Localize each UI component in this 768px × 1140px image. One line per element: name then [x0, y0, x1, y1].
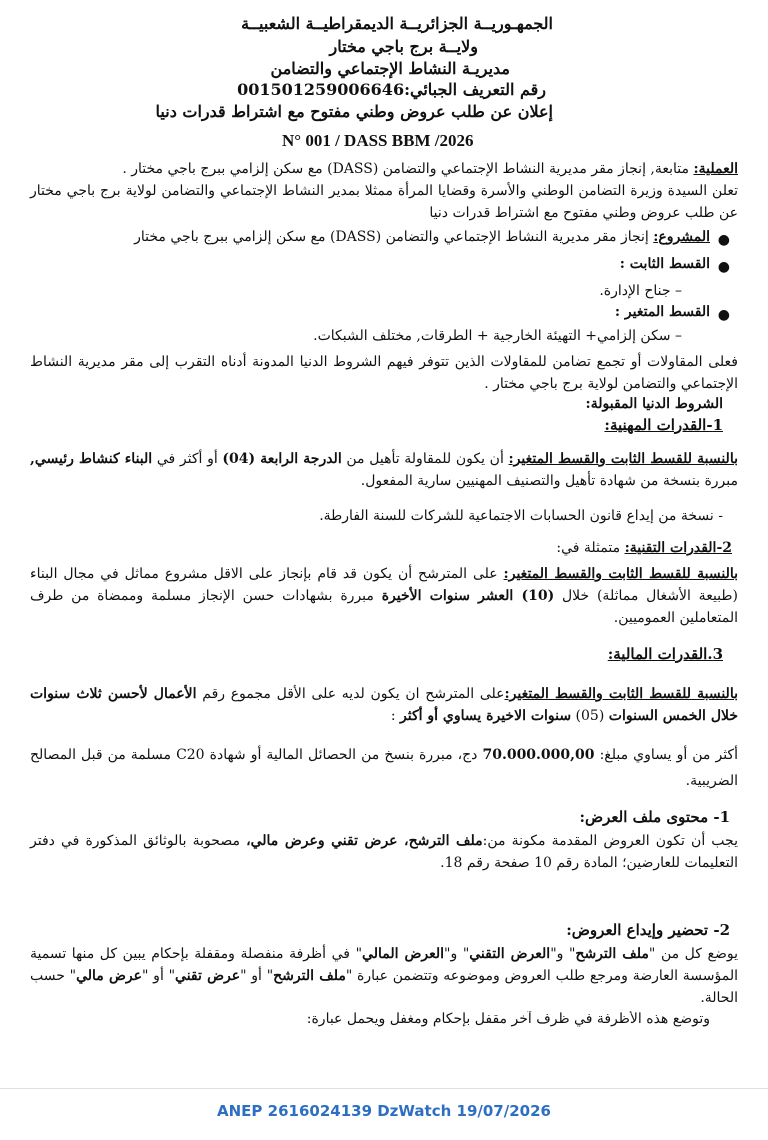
operation-announcement: تعلن السيدة وزيرة التضامن الوطني والأسرة وقضايا المرأة ممثلا بمدير النشاط الإجتماعي والتضامن لولاية برج باجي مختار عن طلب عروض وطني مفتوح مع اشتراط قدرات دنيا: [30, 183, 738, 221]
submission-text: " أو ": [240, 968, 274, 984]
technical-offer: العرض التقني: [469, 946, 551, 962]
submission-text: " في أظرفة منفصلة ومقفلة بإحكام يبين كل منها تسمية المؤسسة العارضة ومرجع طلب العروض وموضوعه وتتضمن عبارة ": [30, 946, 738, 984]
offer-content-title: 1- محتوى ملف العرض:: [579, 808, 730, 826]
offer-content-text: مصحوبة بالوثائق المذكورة في دفتر التعليمات للعارضين؛ المادة رقم 10 صفحة رقم 18.: [30, 833, 738, 871]
min-conditions-heading: الشروط الدنيا المقبولة:: [585, 396, 723, 412]
financial-best-years: الأعمال لأحسن ثلاث سنوات خلال الخمس السنوات: [30, 686, 738, 724]
bullet-icon: ●: [717, 259, 730, 275]
financial-offer: عرض مالي: [76, 968, 142, 984]
operation-label: العملية:: [693, 161, 738, 177]
professional-text: مبررة بنسخة من شهادة تأهيل والتصنيف المهنيين سارية المفعول.: [360, 473, 738, 489]
project-line: [30, 229, 710, 245]
submission-text: يوضع كل من ": [648, 946, 738, 962]
reference-number: N° 001 / DASS BBM /2026: [282, 131, 474, 150]
submission-text: " حسب الحالة.: [30, 968, 738, 1006]
technical-capacity-title: 2-القدرات التقنية:: [624, 540, 732, 556]
directorate-heading: مديريـة النشاط الإجتماعي والتضامن: [270, 59, 510, 78]
financial-paragraph: [30, 683, 738, 727]
bullet-icon: ●: [717, 307, 730, 323]
eligibility-paragraph: فعلى المقاولات أو تجمع تضامن للمقاولات الذين تتوفر فيهم الشروط الدنيا المدونة أدناه التقرب إلى مقر مديرية النشاط الإجتماعي والتضامن لولاية برج باجي مختار .: [30, 354, 738, 392]
financial-capacity-title: 3.القدرات المالية:: [607, 645, 723, 663]
technical-text: على المترشح أن يكون قد قام بإنجاز على الاقل مشروع مماثل في مجال البناء (طبيعة الأشغال مماثلة) خلال: [30, 566, 738, 604]
financial-years: سنوات الاخيرة يساوي أو أكثر: [400, 708, 572, 724]
offer-content-text: يجب أن تكون العروض المقدمة مكونة من:: [482, 833, 738, 849]
republic-heading: الجمهـوريــة الجزائريــة الديمقراطيــة الشعبيــة: [241, 14, 553, 33]
technical-title-line: [30, 540, 732, 556]
envelope-note: وتوضع هذه الأظرفة في ظرف آخر مقفل بإحكام ومغفل ويحمل عبارة:: [306, 1011, 710, 1027]
submission-text: " و": [550, 946, 576, 962]
fixed-part-item: – جناح الإدارة.: [599, 283, 682, 299]
amount-suffix: دج، مبررة بنسخ من الحصائل المالية أو شهادة C20 مسلمة من قبل المصالح الضريبية.: [30, 747, 738, 789]
financial-text: على المترشح ان يكون لديه على الأقل مجموع رقم: [196, 686, 505, 702]
tax-id: رقم التعريف الجبائي:001501259006646: [237, 80, 546, 99]
offer-content-paragraph: [30, 830, 738, 874]
project-label: المشروع:: [653, 229, 710, 245]
financial-five: (05): [571, 708, 609, 724]
professional-note: - نسخة من إيداع قانون الحسابات الاجتماعية للشركات للسنة الفارطة.: [319, 508, 723, 524]
offer-files: ملف الترشح، عرض تقني وعرض مالي،: [246, 833, 483, 849]
fixed-part-label: القسط الثابت :: [619, 256, 710, 272]
project-text: إنجاز مقر مديرية النشاط الإجتماعي والتضامن (DASS) مع سكن إلزامي ببرج باجي مختار: [134, 229, 654, 245]
professional-text: أو أكثر في: [152, 451, 223, 467]
operation-paragraph: [30, 158, 738, 224]
candidacy-file: ملف الترشح: [273, 968, 346, 984]
professional-paragraph: [30, 448, 738, 492]
financial-text: :: [390, 708, 400, 724]
professional-text: أن يكون للمقاولة تأهيل من: [341, 451, 509, 467]
technical-paragraph: [30, 563, 738, 629]
technical-text: مبررة بشهادات حسن الإنجاز مسلمة وممضاة من طرف المتعاملين العموميين.: [30, 588, 738, 626]
technical-title-suffix: متمثلة في:: [556, 540, 625, 556]
wilaya-heading: ولايــة برج باجي مختار: [329, 37, 478, 56]
technical-offer: عرض تقني: [175, 968, 241, 984]
professional-capacity-title: 1-القدرات المهنية:: [604, 416, 723, 434]
professional-grade: الدرجة الرابعة (04): [222, 451, 342, 467]
submission-text: " أو ": [141, 968, 176, 984]
submission-paragraph: [30, 943, 738, 1009]
variable-part-label: القسط المتغير :: [614, 304, 710, 320]
operation-text: متابعة, إنجاز مقر مديرية النشاط الإجتماعي والتضامن (DASS) مع سكن إلزامي ببرج باجي مختار .: [122, 161, 694, 177]
professional-label: بالنسبة للقسط الثابت والقسط المتغير:: [508, 451, 738, 467]
financial-amount: 70.000.000,00: [482, 747, 595, 763]
technical-years: (10) العشر سنوات الأخيرة: [381, 588, 555, 604]
submission-text: " و": [444, 946, 470, 962]
announcement-title: إعلان عن طلب عروض وطني مفتوح مع اشتراط قدرات دنيا: [155, 102, 553, 121]
financial-offer: العرض المالي: [362, 946, 445, 962]
financial-label: بالنسبة للقسط الثابت والقسط المتغير:: [504, 686, 738, 702]
technical-label: بالنسبة للقسط الثابت والقسط المتغير:: [503, 566, 739, 582]
submission-title: 2- تحضير وإيداع العروض:: [566, 921, 730, 939]
publication-footer: ANEP 2616024139 DzWatch 19/07/2026: [217, 1102, 551, 1120]
divider: [0, 1088, 768, 1089]
financial-amount-paragraph: [30, 742, 738, 794]
amount-prefix: أكثر من أو يساوي مبلغ:: [594, 747, 738, 763]
bullet-icon: ●: [717, 232, 730, 248]
professional-activity: البناء كنشاط رئيسي,: [30, 451, 153, 467]
variable-part-item: – سكن إلزامي+ التهيئة الخارجية + الطرقات, مختلف الشبكات.: [313, 328, 682, 344]
candidacy-file: ملف الترشح: [575, 946, 649, 962]
